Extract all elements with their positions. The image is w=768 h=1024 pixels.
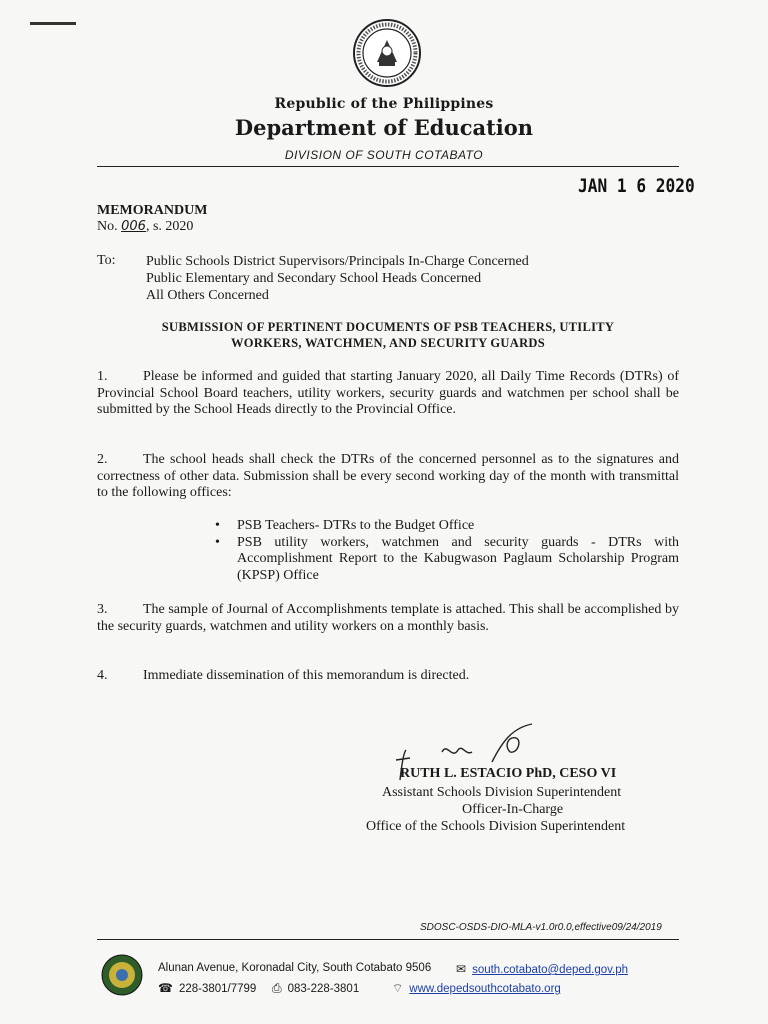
wifi-icon: ⌔ <box>392 981 404 995</box>
signatory-office: Office of the Schools Division Superintendent <box>366 819 626 834</box>
to-label: To: <box>97 253 116 268</box>
paragraph-number: 1. <box>97 369 108 384</box>
recipient-item: Public Schools District Supervisors/Principals In-Charge Concerned <box>146 254 529 269</box>
recipient-item: All Others Concerned <box>146 288 269 303</box>
paragraph-number: 3. <box>97 602 108 617</box>
header-rule <box>97 166 679 167</box>
recipient-list <box>146 253 529 304</box>
bullet-text: PSB Teachers- DTRs to the Budget Office <box>237 518 475 533</box>
paragraph-number: 4. <box>97 668 108 683</box>
paragraph-3 <box>97 602 679 635</box>
fax-icon: ⎙ <box>272 981 282 995</box>
subject-line: WORKERS, WATCHMEN, AND SECURITY GUARDS <box>231 336 545 350</box>
email-link[interactable]: south.cotabato@deped.gov.ph <box>472 964 629 976</box>
memo-number-suffix: , s. 2020 <box>145 219 194 234</box>
footer-website <box>392 981 561 996</box>
bullet-text: PSB utility workers, watchmen and security guards - DTRs with Accomplishment Report to the Kabugwason Paglaum Scholarship Program (KPSP) Office <box>237 534 679 583</box>
paragraph-1 <box>97 369 679 419</box>
subject-line: SUBMISSION OF PERTINENT DOCUMENTS OF PSB TEACHERS, UTILITY <box>161 320 615 334</box>
fax-number: 083-228-3801 <box>287 983 360 995</box>
signatory-title: Assistant Schools Division Superintendent <box>382 785 622 800</box>
footer-address: Alunan Avenue, Koronadal City, South Cotabato 9506 <box>158 962 432 974</box>
bullet-item <box>215 518 679 535</box>
bullet-item <box>215 535 679 585</box>
subject-heading <box>97 319 679 351</box>
paragraph-text: Please be informed and guided that starting January 2020, all Daily Time Records (DTRs) of Provincial School Board teachers, utility workers, security guards and watchmen per school shall be submitted by the School Heads directly to the Provincial Office. <box>97 369 679 417</box>
paragraph-text: Immediate dissemination of this memorandum is directed. <box>143 668 470 683</box>
header-department: Department of Education <box>234 115 534 140</box>
bullet-list <box>215 518 679 584</box>
telephone-icon: ☎ <box>158 981 173 995</box>
paragraph-number: 2. <box>97 452 108 467</box>
date-stamp: JAN 1 6 2020 <box>578 175 695 197</box>
bullet-dot: • <box>215 534 220 550</box>
footer-rule <box>97 939 679 940</box>
header-republic: Republic of the Philippines <box>274 96 494 112</box>
header-division: DIVISION OF SOUTH COTABATO <box>284 148 484 162</box>
telephone-number: 228-3801/7799 <box>178 983 257 995</box>
signatory-designation: Officer-In-Charge <box>462 802 564 817</box>
paragraph-4 <box>97 668 679 685</box>
division-logo <box>101 954 143 996</box>
memo-number-handwritten: 006 <box>121 219 146 234</box>
deped-seal-logo <box>352 18 422 88</box>
recipient-item: Public Elementary and Secondary School Heads Concerned <box>146 271 482 286</box>
paragraph-2 <box>97 452 679 502</box>
reference-code: SDOSC-OSDS-DIO-MLA-v1.0r0.0,effective09/24/2019 <box>420 922 662 933</box>
margin-mark <box>30 22 76 25</box>
footer-fax <box>272 981 359 996</box>
footer-email <box>456 962 628 976</box>
memo-number-prefix: No. <box>97 219 118 234</box>
paragraph-text: The sample of Journal of Accomplishments template is attached. This shall be accomplished by the security guards, watchmen and utility workers on a monthly basis. <box>97 602 679 634</box>
footer-telephone <box>158 981 256 995</box>
email-icon: ✉ <box>456 962 467 976</box>
bullet-dot: • <box>215 518 220 533</box>
memo-label: MEMORANDUM <box>97 203 208 218</box>
memo-number <box>97 219 193 235</box>
paragraph-text: The school heads shall check the DTRs of the concerned personnel as to the signatures and correctness of other data. Submission shall be every second working day of the month with transmittal to the following offices: <box>97 452 679 500</box>
website-link[interactable]: www.depedsouthcotabato.org <box>409 983 561 995</box>
signatory-name: RUTH L. ESTACIO PhD, CESO VI <box>400 766 617 781</box>
